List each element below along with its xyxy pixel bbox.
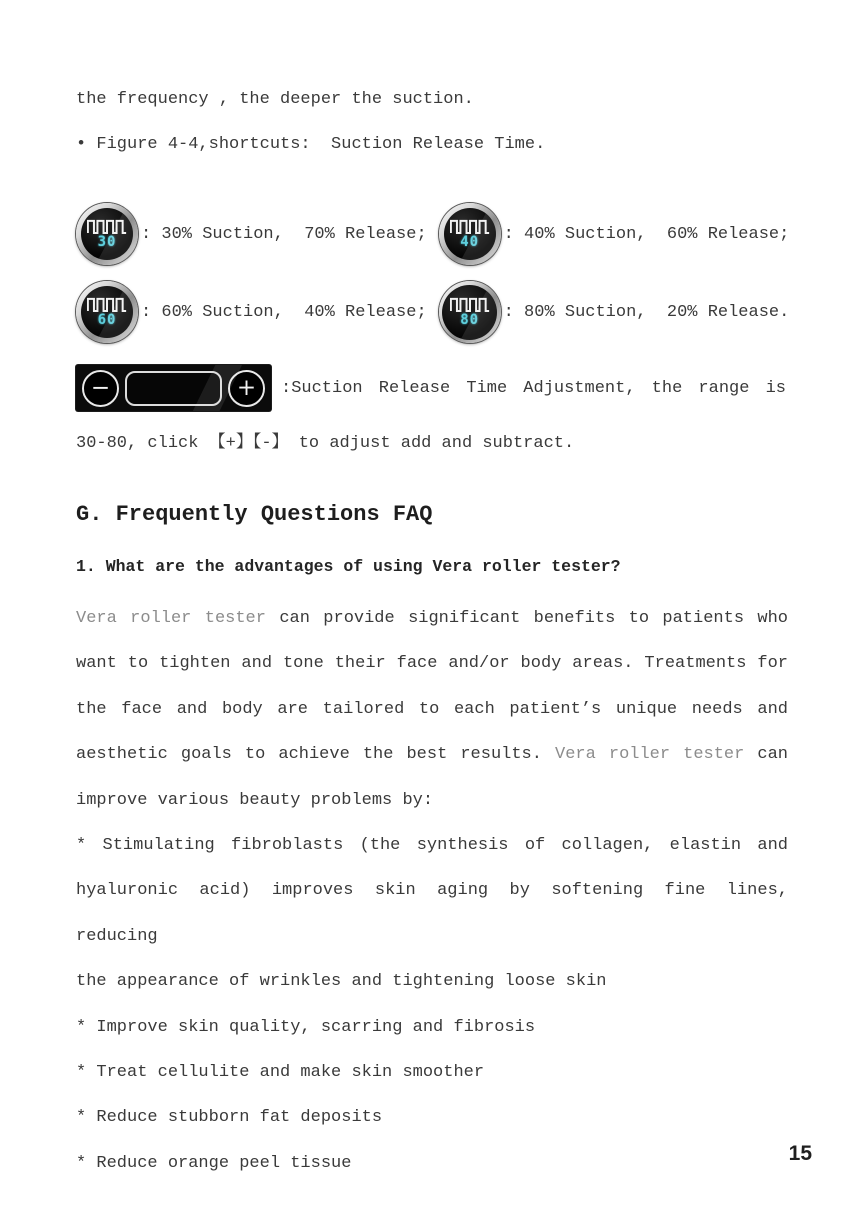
- button-face: [81, 286, 133, 338]
- button-face: [442, 285, 497, 340]
- paragraph-line: [76, 732, 788, 777]
- faq-paragraph: [76, 596, 788, 1186]
- paragraph-text: * Improve skin quality, scarring and fibrosis: [76, 1017, 536, 1037]
- button-face: [444, 208, 496, 260]
- paragraph-text: * Reduce stubborn fat deposits: [76, 1108, 383, 1128]
- digit-display: 40: [460, 234, 480, 250]
- button-face: [81, 208, 133, 260]
- shortcut-caption: : 40% Suction, 60% Release;: [503, 224, 790, 244]
- shortcut-button-60: [76, 281, 138, 343]
- minus-button: −: [82, 370, 119, 407]
- paragraph-text: can provide significant benefits to patients who: [279, 609, 788, 628]
- shortcut-row-2: [76, 281, 789, 343]
- paragraph-line: [76, 823, 788, 868]
- faq-heading: G. Frequently Questions FAQ: [76, 502, 433, 527]
- shortcut-row-1: [76, 203, 789, 265]
- product-name-text: Vera roller tester: [555, 745, 758, 765]
- paragraph-line: [76, 959, 788, 1004]
- paragraph-text: aesthetic goals to achieve the best results.: [76, 745, 556, 765]
- page-number: 15: [788, 1142, 812, 1165]
- paragraph-text: * Treat cellulite and make skin smoother: [76, 1063, 485, 1083]
- paragraph-text: hyaluronic acid) improves skin aging by softening fine lines, reducing: [76, 881, 788, 946]
- square-wave-icon: [450, 219, 490, 234]
- paragraph-line: [76, 868, 788, 959]
- paragraph-line: [76, 1050, 788, 1095]
- shortcut-button-30: [76, 203, 138, 265]
- paragraph-line: [76, 641, 788, 686]
- product-name-text: Vera roller tester: [76, 609, 280, 628]
- paragraph-line: [76, 1095, 788, 1140]
- shortcut-caption: : 30% Suction, 70% Release;: [141, 224, 427, 244]
- figure-bullet-line: • Figure 4-4,shortcuts: Suction Release Time.: [76, 135, 546, 154]
- digit-display: 30: [97, 234, 117, 250]
- paragraph-line: [76, 596, 788, 641]
- plus-button: +: [228, 370, 265, 407]
- adjuster-caption-line2: 30-80, click 【+】【-】 to adjust add and subtract.: [76, 434, 575, 453]
- adjuster-row: [76, 365, 786, 411]
- digit-display: 80: [460, 312, 480, 328]
- square-wave-icon: [450, 297, 490, 312]
- faq-question: 1. What are the advantages of using Vera roller tester?: [76, 557, 621, 576]
- paragraph-text: improve various beauty problems by:: [76, 790, 434, 810]
- paragraph-line: [76, 687, 788, 732]
- shortcut-button-40: [439, 203, 501, 265]
- paragraph-text: the face and body are tailored to each patient’s unique needs and: [76, 699, 788, 719]
- paragraph-line: [76, 778, 788, 823]
- shortcut-caption: : 80% Suction, 20% Release.: [503, 302, 790, 322]
- square-wave-icon: [87, 219, 127, 234]
- shortcut-button-80: [439, 281, 501, 343]
- square-wave-icon: [87, 297, 127, 312]
- paragraph-text: * Reduce orange peel tissue: [76, 1153, 352, 1173]
- paragraph-line: [76, 1141, 788, 1186]
- shortcut-caption: : 60% Suction, 40% Release;: [141, 302, 427, 322]
- intro-line: the frequency , the deeper the suction.: [76, 90, 474, 109]
- paragraph-text: the appearance of wrinkles and tightening loose skin: [76, 972, 607, 992]
- suction-release-adjuster: [76, 365, 271, 411]
- paragraph-text: * Stimulating fibroblasts (the synthesis of collagen, elastin and: [76, 836, 788, 856]
- paragraph-text: can: [757, 745, 788, 765]
- paragraph-line: [76, 1005, 788, 1050]
- adjuster-caption: :Suction Release Time Adjustment, the range is: [281, 378, 786, 398]
- paragraph-text: want to tighten and tone their face and/or body areas. Treatments for: [76, 654, 788, 674]
- value-display: [125, 371, 222, 406]
- digit-display: 60: [97, 312, 117, 328]
